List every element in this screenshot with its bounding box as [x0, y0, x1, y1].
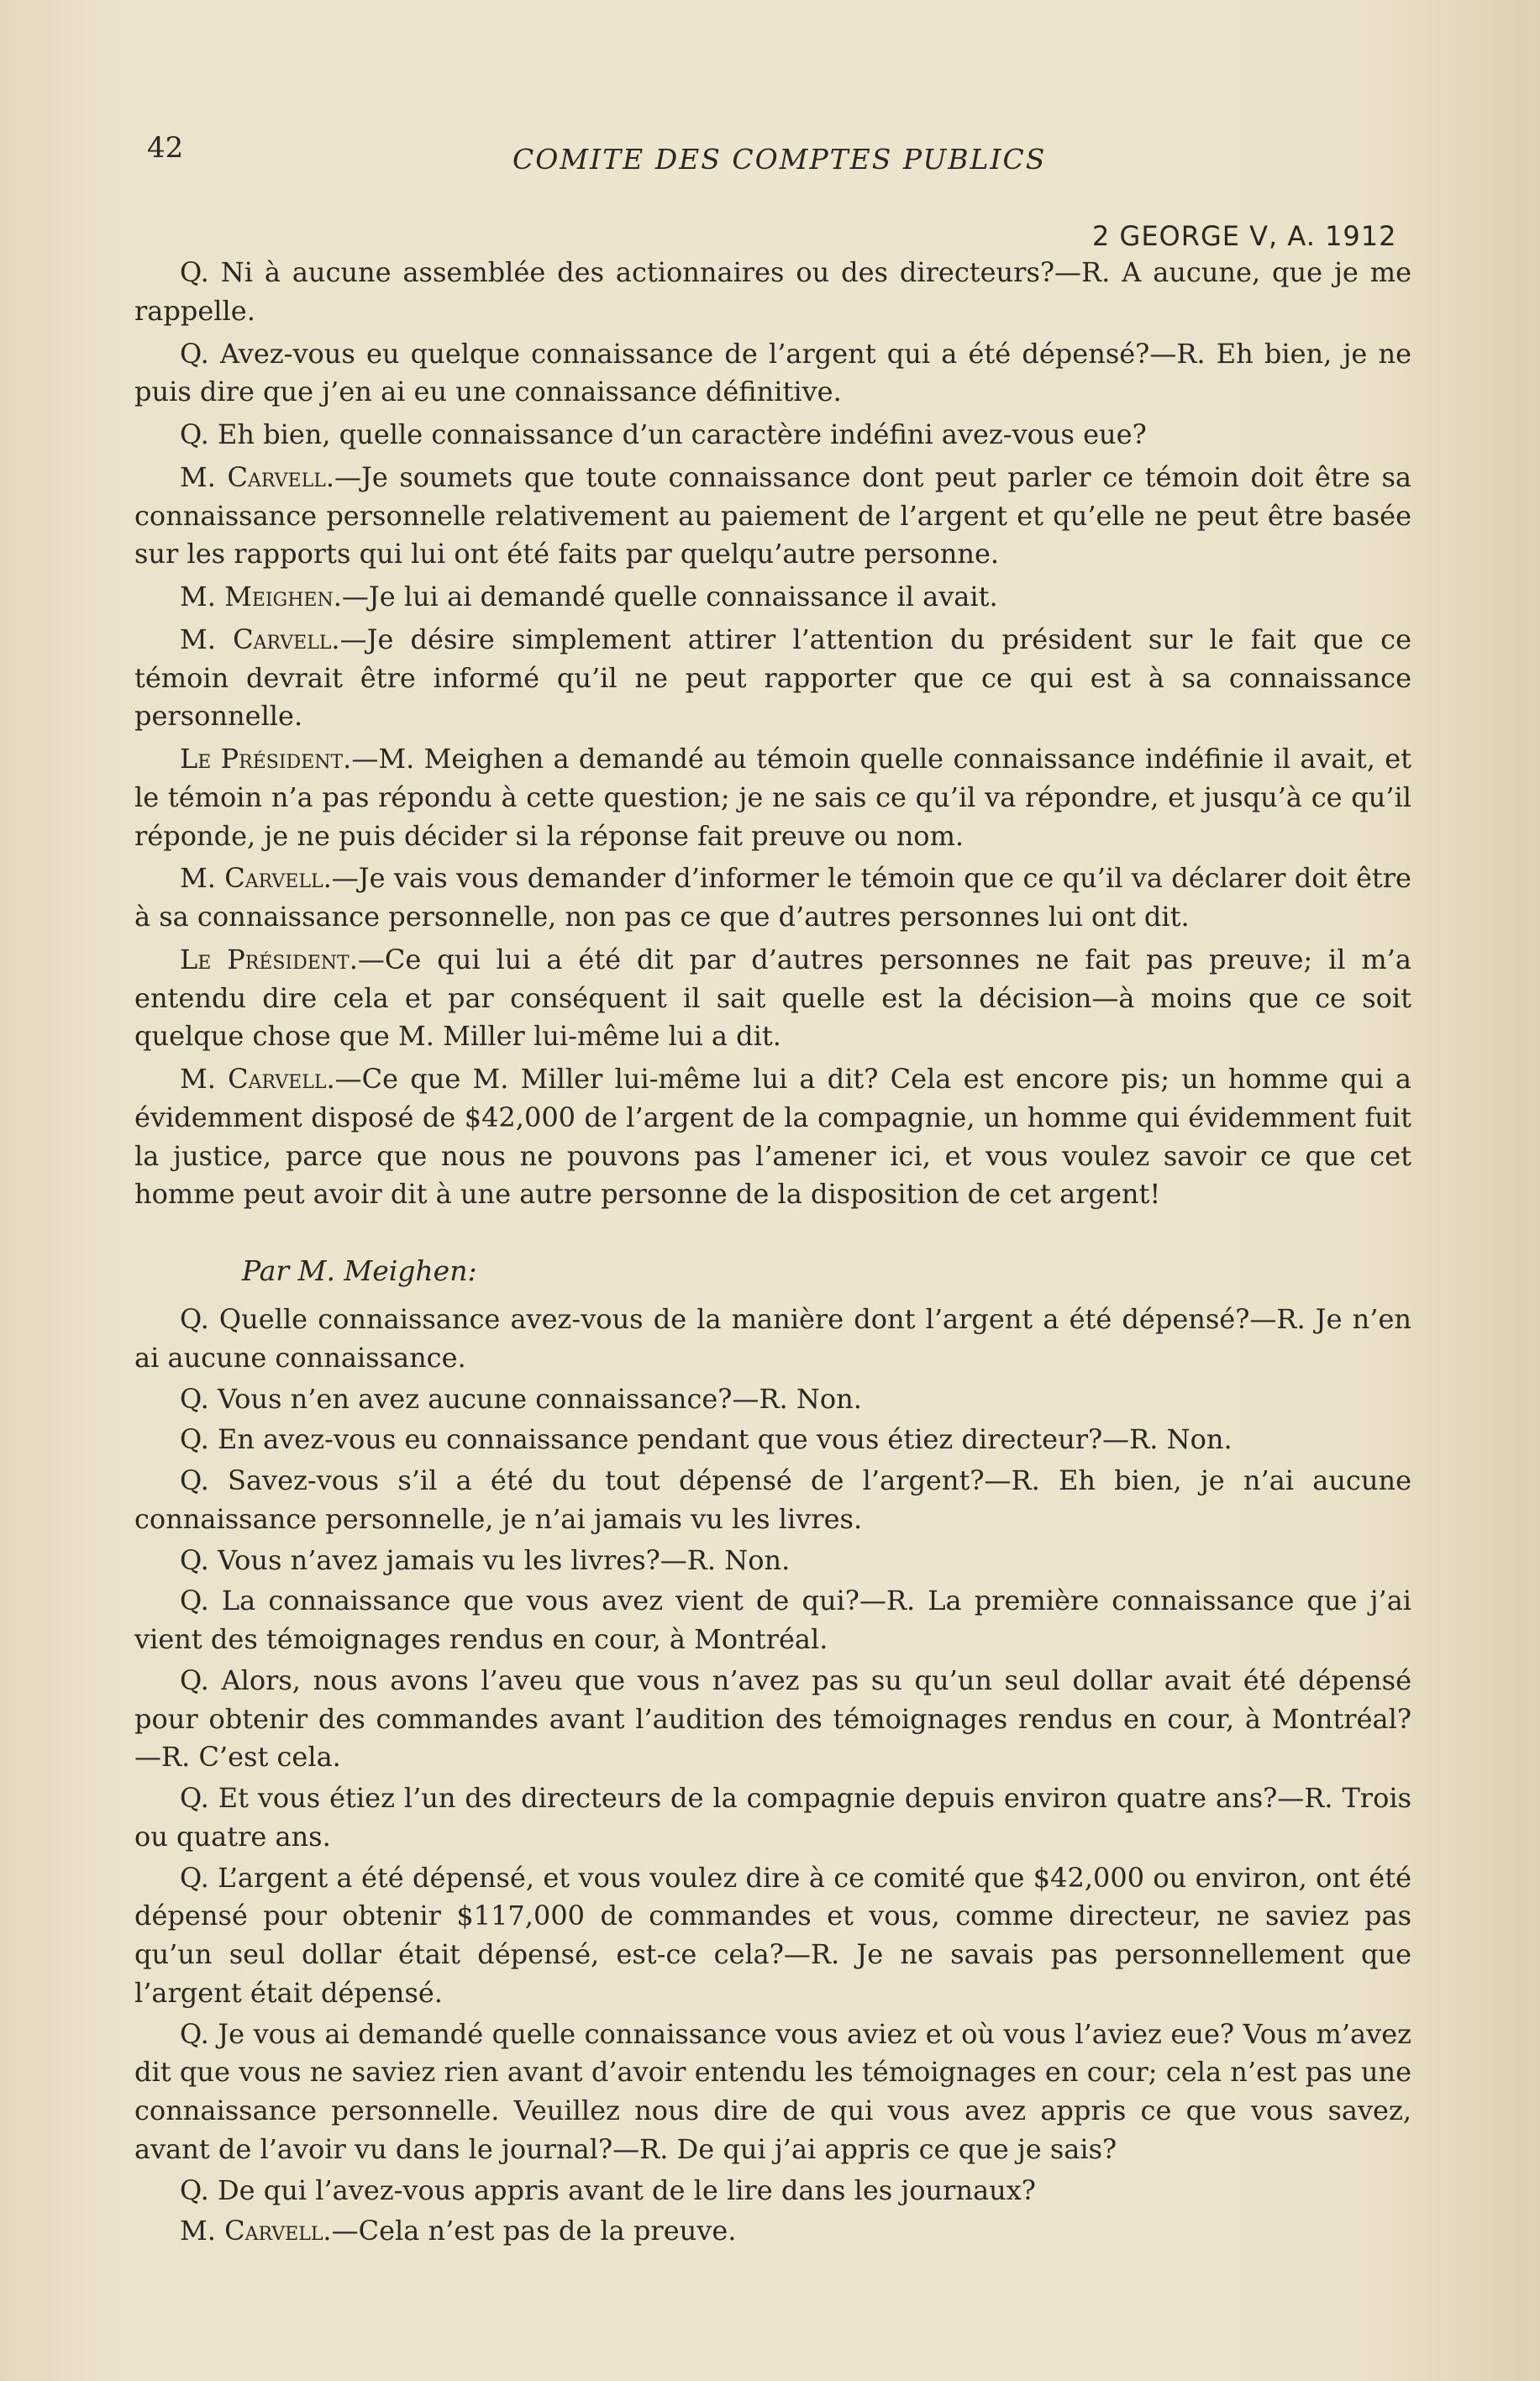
- speaker-text: —Je lui ai demandé quelle connaissance il avait.: [341, 581, 998, 612]
- speaker-paragraph: [134, 1060, 1411, 1214]
- paragraph: Q. Avez-vous eu quelque connaissance de l’argent qui a été dépensé?—R. Eh bien, je ne puis dire que j’en ai eu une connaissance définitive.: [134, 337, 1411, 408]
- speaker-name: M. Carvell.: [180, 460, 334, 493]
- speaker-name: M. Carvell.: [180, 2215, 332, 2247]
- paragraph: Q. Quelle connaissance avez-vous de la manière dont l’argent a été dépensé?—R. Je n’en ai aucune connaissance.: [134, 1303, 1411, 1374]
- running-title: COMITE DES COMPTES PUBLICS: [512, 143, 1047, 176]
- paragraph: Q. La connaissance que vous avez vient de qui?—R. La première connaissance que j’ai vient des témoignages rendus en cour, à Montréal.: [134, 1585, 1411, 1656]
- speaker-paragraph: [134, 578, 1411, 617]
- speaker-text: —M. Meighen a demandé au témoin quelle connaissance indéfinie il avait, et le témoin n’a pas répondu à cette question; je ne sais ce qu’il va répondre, et jusqu’à ce qu’il réponde, je ne puis décider si la réponse fait preuve ou nom.: [134, 743, 1411, 852]
- speaker-paragraph: [134, 859, 1411, 937]
- speaker-name: M. Carvell.: [180, 1063, 335, 1095]
- speaker-text: —Ce que M. Miller lui-même lui a dit? Cela est encore pis; un homme qui a évidemment disposé de $42,000 de l’argent de la compagnie, un homme qui évidemment fuit la justice, parce que nous ne pouvons pas l’amener ici, et vous voulez savoir ce que cet homme peut avoir dit à une autre personne de la disposition de cet argent!: [134, 1063, 1411, 1211]
- paragraph: Q. Vous n’en avez aucune connaissance?—R. Non.: [180, 1382, 862, 1415]
- paragraph: Q. Savez-vous s’il a été du tout dépensé de l’argent?—R. Eh bien, je n’ai aucune connaissance personnelle, je n’ai jamais vu les livres.: [134, 1464, 1411, 1535]
- paragraph: Q. Vous n’avez jamais vu les livres?—R. Non.: [180, 1543, 791, 1576]
- speaker-text: —Ce qui lui a été dit par d’autres personnes ne fait pas preuve; il m’a entendu dire cela et par conséquent il sait quelle est la décision—à moins que ce soit quelque chose que M. Miller lui-même lui a dit.: [134, 943, 1412, 1053]
- speaker-text: —Je désire simplement attirer l’attention du président sur le fait que ce témoin devrait être informé qu’il ne peut rapporter que ce qui est à sa connaissance personnelle.: [134, 623, 1412, 733]
- section-heading: Par M. Meighen:: [242, 1254, 477, 1287]
- paragraph: Q. Alors, nous avons l’aveu que vous n’avez pas su qu’un seul dollar avait été dépensé pour obtenir des commandes avant l’audition des témoignages rendus en cour, à Montréal?—R. C’est cela.: [134, 1664, 1411, 1774]
- page-number: 42: [147, 131, 184, 165]
- speaker-paragraph: [134, 459, 1411, 574]
- speaker-paragraph: [134, 941, 1411, 1056]
- paragraph: Q. Je vous ai demandé quelle connaissance vous aviez et où vous l’aviez eue? Vous m’avez dit que vous ne saviez rien avant d’avoir entendu les témoignages en cour; cela n’est pas une connaissance personnelle. Veuillez nous dire de qui vous avez appris ce que vous savez, avant de l’avoir vu dans le journal?—R. De qui j’ai appris ce que je sais?: [134, 2017, 1411, 2165]
- paragraph: Q. Ni à aucune assemblée des actionnaires ou des directeurs?—R. A aucune, que je me rappelle.: [134, 256, 1411, 327]
- paragraph: Q. L’argent a été dépensé, et vous voulez dire à ce comité que $42,000 ou environ, ont été dépensé pour obtenir $117,000 de commandes et vous, comme directeur, ne saviez pas qu’un seul dollar était dépensé, est-ce cela?—R. Je ne savais pas personnellement que l’argent était dépensé.: [134, 1861, 1411, 2009]
- speaker-paragraph: [134, 2212, 1411, 2251]
- speaker-paragraph: [134, 740, 1411, 855]
- speaker-text: —Cela n’est pas de la preuve.: [331, 2215, 737, 2247]
- speaker-name: M. Carvell.: [180, 623, 340, 655]
- speaker-text: —Je vais vous demander d’informer le témoin que ce qu’il va déclarer doit être à sa connaissance personnelle, non pas ce que d’autres personnes lui ont dit.: [134, 862, 1411, 933]
- speaker-name: M. Carvell.: [180, 862, 332, 895]
- speaker-name: Le Président.: [180, 943, 358, 975]
- paragraph: Q. En avez-vous eu connaissance pendant que vous étiez directeur?—R. Non.: [180, 1423, 1233, 1456]
- paragraph: Q. Eh bien, quelle connaissance d’un caractère indéfini avez-vous eue?: [180, 418, 1147, 450]
- speaker-name: Le Président.: [180, 743, 352, 775]
- paragraph: Q. De qui l’avez-vous appris avant de le lire dans les journaux?: [180, 2173, 1036, 2206]
- speaker-name: M. Meighen.: [180, 581, 342, 612]
- speaker-text: —Je soumets que toute connaissance dont peut parler ce témoin doit être sa connaissance personnelle relativement au paiement de l’argent et qu’elle ne peut être basée sur les rapports qui lui ont été faits par quelqu’autre personne.: [134, 460, 1411, 570]
- session-info: 2 GEORGE V, A. 1912: [1092, 220, 1397, 252]
- speaker-paragraph: [134, 621, 1411, 736]
- document-body: [134, 254, 1411, 2253]
- paragraph: Q. Et vous étiez l’un des directeurs de la compagnie depuis environ quatre ans?—R. Trois ou quatre ans.: [134, 1782, 1411, 1853]
